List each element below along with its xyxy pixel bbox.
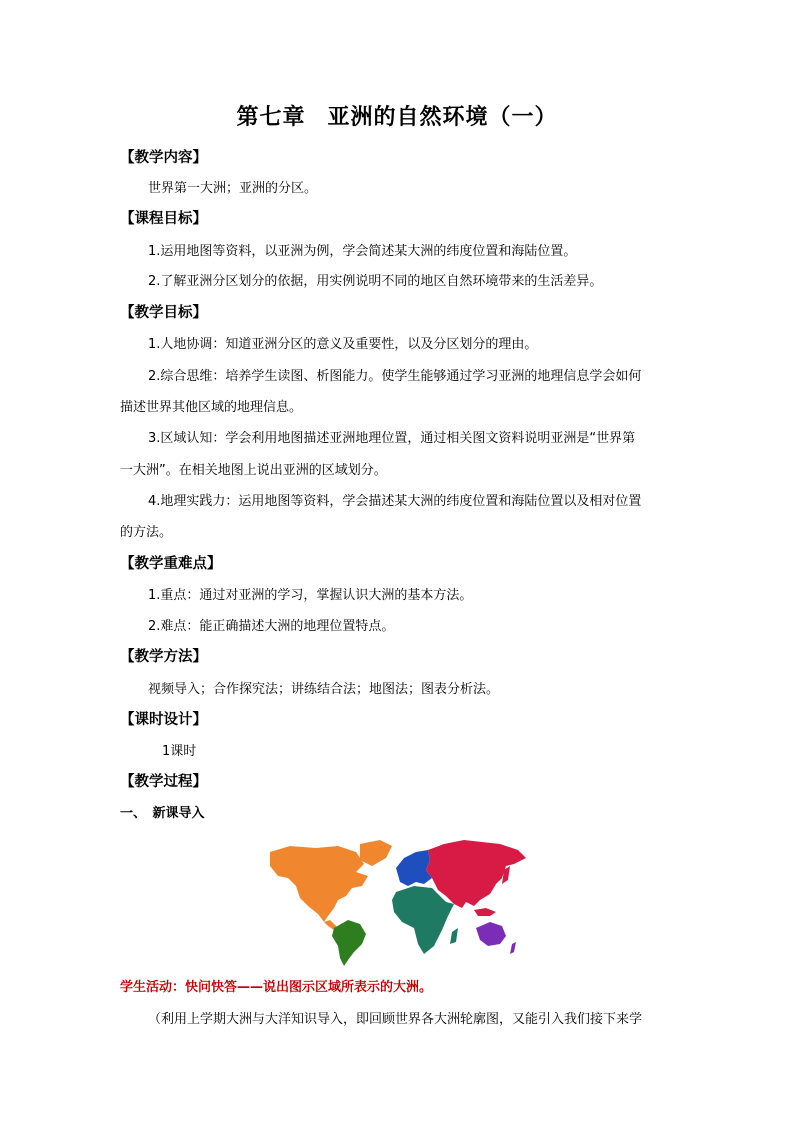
key-point-1: 1.重点：通过对亚洲的学习，掌握认识大洲的基本方法。 — [148, 588, 473, 603]
teaching-goal-2-line2: 描述世界其他区域的地理信息。 — [120, 400, 303, 415]
teaching-goal-4-line1: 4.地理实践力：运用地图等资料，学会描述某大洲的纬度位置和海陆位置以及相对位置 — [148, 494, 642, 509]
new-zealand-shape — [510, 942, 516, 954]
heading-process: 【教学过程】 — [120, 774, 207, 790]
heading-hours: 【课时设计】 — [120, 712, 207, 728]
course-goal-1: 1.运用地图等资料，以亚洲为例，学会简述某大洲的纬度位置和海陆位置。 — [148, 244, 577, 259]
europe-shape — [396, 850, 432, 886]
heading-teaching-content: 【教学内容】 — [120, 150, 207, 166]
student-activity-text: 学生活动：快问快答——说出图示区域所表示的大洲。 — [120, 980, 433, 995]
north-america-shape — [270, 846, 368, 922]
south-america-shape — [332, 920, 366, 966]
methods-text: 视频导入；合作探究法；讲练结合法；地图法；图表分析法。 — [148, 682, 500, 697]
process-step-1: 一、 新课导入 — [120, 806, 205, 821]
teaching-goal-3-line1: 3.区域认知：学会利用地图描述亚洲地理位置，通过相关图文资料说明亚洲是“世界第 — [148, 431, 636, 446]
page-title: 第七章 亚洲的自然环境（一） — [236, 105, 558, 130]
world-continents-map — [268, 836, 526, 966]
southeast-asia-islands-shape — [474, 908, 496, 916]
heading-key-points: 【教学重难点】 — [120, 556, 222, 572]
teaching-goal-2-line1: 2.综合思维：培养学生读图、析图能力。使学生能够通过学习亚洲的地理信息学会如何 — [148, 369, 642, 384]
greenland-shape — [360, 840, 392, 866]
heading-methods: 【教学方法】 — [120, 649, 207, 665]
hours-text: 1课时 — [162, 744, 197, 759]
africa-shape — [392, 886, 454, 954]
madagascar-shape — [450, 928, 458, 944]
teaching-goal-1: 1.人地协调：知道亚洲分区的意义及重要性，以及分区划分的理由。 — [148, 337, 538, 352]
key-point-2: 2.难点：能正确描述大洲的地理位置特点。 — [148, 619, 395, 634]
course-goal-2: 2.了解亚洲分区划分的依据，用实例说明不同的地区自然环境带来的生活差异。 — [148, 274, 603, 289]
heading-teaching-goals: 【教学目标】 — [120, 305, 207, 321]
teaching-content-text: 世界第一大洲；亚洲的分区。 — [148, 181, 318, 196]
teaching-goal-3-line2: 一大洲”。在相关地图上说出亚洲的区域划分。 — [120, 463, 387, 478]
oceania-shape — [476, 922, 506, 946]
heading-course-goals: 【课程目标】 — [120, 211, 207, 227]
teaching-goal-4-line2: 的方法。 — [120, 525, 173, 540]
intro-note-text: （利用上学期大洲与大洋知识导入，即回顾世界各大洲轮廓图，又能引入我们接下来学 — [148, 1012, 643, 1027]
